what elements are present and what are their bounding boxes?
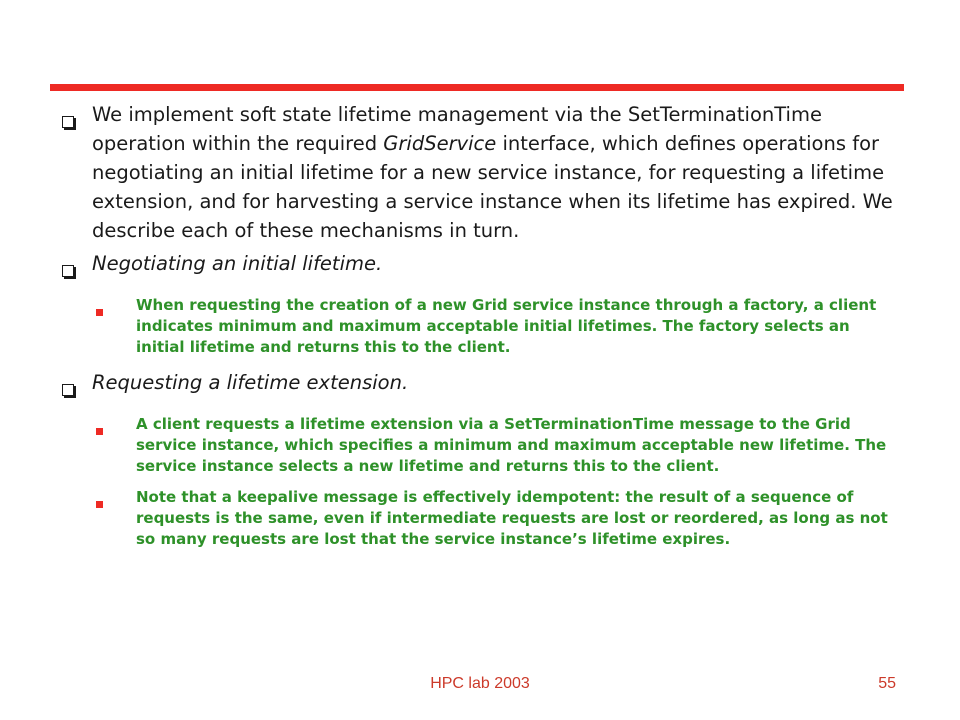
checkbox-bullet-icon — [62, 368, 92, 404]
sub-bullet-item — [96, 295, 902, 358]
emphasized-term: GridService — [383, 132, 497, 155]
sub-bullet-text: A client requests a lifetime extension via a SetTerminationTime message to the Grid service instance, which specifies a minimum and maximum acceptable new lifetime. The service instance selects a new lifetime and returns this to the client. — [136, 415, 887, 475]
sub-bullet-item — [96, 414, 902, 477]
bullet-heading: Requesting a lifetime extension. — [92, 371, 409, 394]
checkbox-bullet-icon — [62, 100, 92, 136]
square-bullet-icon — [96, 295, 136, 322]
sub-bullet-item — [96, 487, 902, 550]
sub-bullet-text: Note that a keepalive message is effectively idempotent: the result of a sequence of requests is the same, even if intermediate requests are lost or reordered, as long as not so many requests are lost that the service instance’s lifetime expires. — [136, 488, 888, 548]
footer-text: HPC lab 2003 — [430, 675, 530, 692]
title-divider-bar — [50, 84, 904, 91]
bullet-text: We implement soft state lifetime management via the SetTerminationTime operation within the required GridService interface, which defines operations for negotiating an initial lifetime for a new service instance, for requesting a lifetime extension, and for harvesting a service instance when its lifetime has expired. We describe each of these mechanisms in turn. — [92, 103, 893, 242]
checkbox-bullet-icon — [62, 249, 92, 285]
bullet-item — [62, 368, 902, 404]
bullet-item — [62, 100, 902, 245]
bullet-item — [62, 249, 902, 285]
square-bullet-icon — [96, 487, 136, 514]
sub-bullet-text: When requesting the creation of a new Grid service instance through a factory, a client indicates minimum and maximum acceptable initial lifetimes. The factory selects an initial lifetime and returns this to the client. — [136, 296, 877, 356]
slide-body — [62, 100, 902, 560]
bullet-heading: Negotiating an initial lifetime. — [92, 252, 383, 275]
page-number: 55 — [878, 675, 896, 692]
square-bullet-icon — [96, 414, 136, 441]
